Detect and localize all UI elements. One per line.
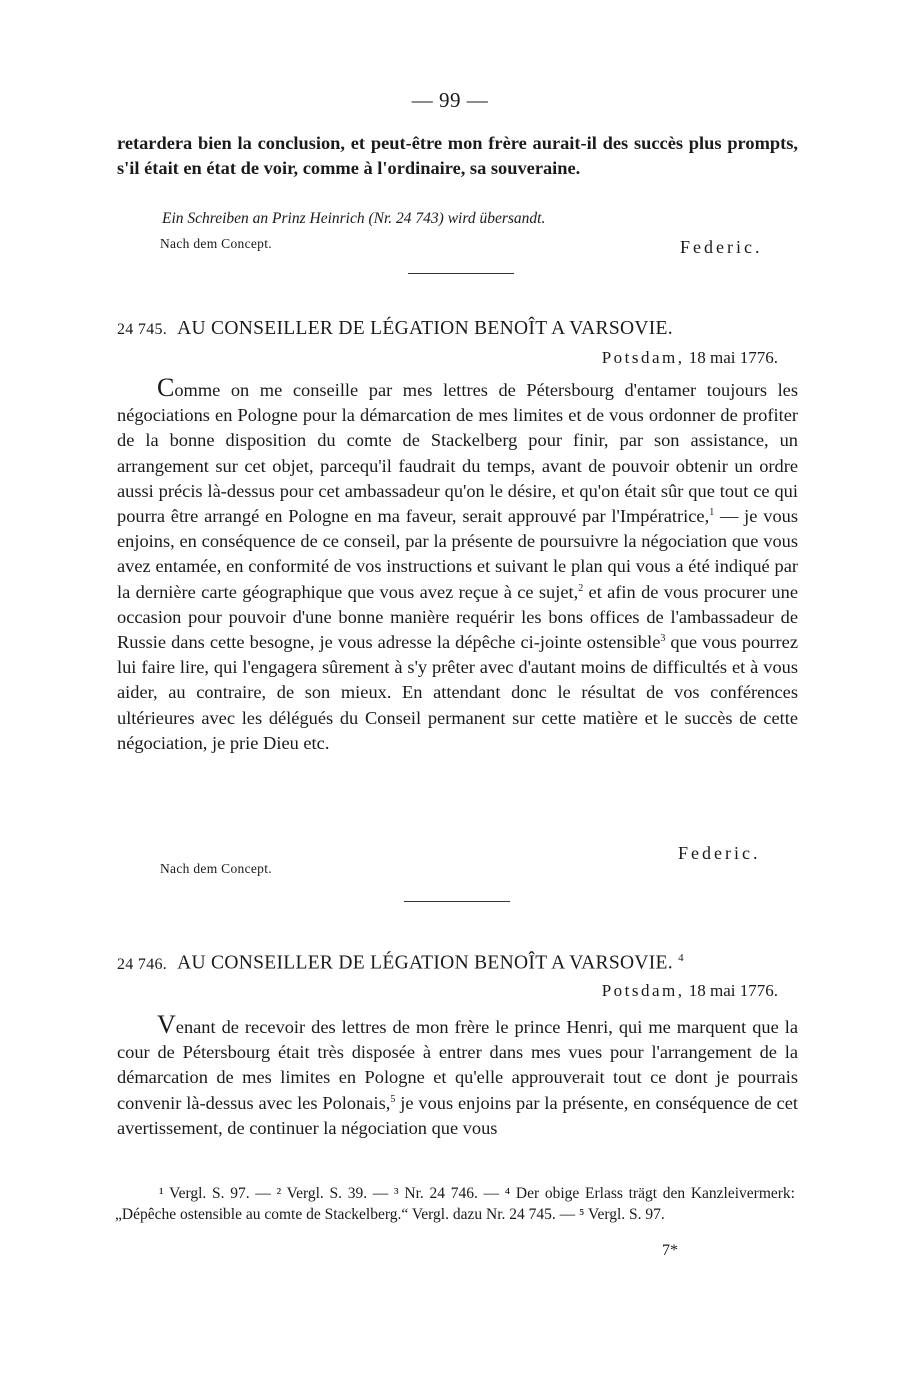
footnote-ref: 1 — [709, 506, 715, 518]
date: 18 mai 1776. — [688, 981, 778, 1000]
editorial-note: Ein Schreiben an Prinz Heinrich (Nr. 24 743) wird übersandt. — [162, 210, 546, 227]
source-note: Nach dem Concept. — [160, 861, 272, 876]
footnotes — [115, 1183, 795, 1225]
footnote-text: ¹ Vergl. S. 97. — ² Vergl. S. 39. — ³ Nr. 24 746. — ⁴ Der obige Erlass trägt den Kanzleivermerk: „Dépêche ostensible au comte de Stackelberg.“ Vergl. dazu Nr. 24 745. — ⁵ Vergl. S. 97. — [115, 1185, 795, 1223]
continuation-paragraph: retardera bien la conclusion, et peut-être mon frère aurait-il des succès plus prompts, s'il était en état de voir, comme à l'ordinaire, sa souveraine. — [117, 133, 798, 178]
letter-body: Venant de recevoir des lettres de mon frère le prince Henri, qui me marquent que la cour de Pétersbourg était très disposée à entrer dans mes vues pour l'arrangement de la démarcation de mes limites en Pologne et qu'elle approuverait tout ce dont je pourrais convenir là-dessus avec les Polonais,$^5$ je vous enjoins par la présente, en conséquence de cet avertissement, de continuer la négociation que vous — [117, 1010, 798, 1138]
place: Potsdam, — [601, 348, 685, 367]
place-date — [602, 981, 778, 1001]
page-number: — 99 — — [411, 88, 489, 112]
signature-mark: 7* — [662, 1242, 678, 1259]
drop-initial: C — [157, 373, 175, 402]
signature: Federic. — [680, 237, 763, 257]
footnote-ref: 3 — [660, 632, 666, 644]
section-divider — [408, 273, 514, 274]
letter-body: Comme on me conseille par mes lettres de Pétersbourg d'entamer toujours les négociations en Pologne pour la démarcation de mes limites et de vous ordonner de profiter de la bonne disposition du comte de Stackelberg pour finir, par son assistance, un arrangement sur cet objet, parcequ'il faudrait du temps, avant de pouvoir obtenir un ordre aussi précis là-dessus pour cet ambassadeur qu'on le désire, et qu'on était sûr que tout ce qui pourra être arrangé en Pologne en ma faveur, serait approuvé par l'Impératrice,$^1$ — je vous enjoins, en conséquence de ce conseil, par la présente de poursuivre la négociation que vous avez entamée, en conformité de vos instructions et suivant le plan qui vous a été indiqué par la dernière carte géographique que vous avez reçue à ce sujet,$^2$ et afin de vous procurer une occasion pour pouvoir d'une bonne manière requérir les bons offices de l'ambassadeur de Russie dans cette besogne, je vous adresse la dépêche ci-jointe ostensible$^3$ que vous pourrez lui faire lire, qui l'engagera sûrement à s'y prêter avec d'autant moins de difficultés et à vous aider, au contraire, de son mieux. En attendant donc le résultat de vos conférences ultérieures avec les délégués du Conseil permanent sur cette matière et le succès de cette négociation, je prie Dieu etc. — [117, 373, 798, 753]
letter-title: AU CONSEILLER DE LÉGATION BENOÎT A VARSOVIE. — [177, 318, 673, 339]
letter-number: 24 746. — [117, 955, 168, 973]
letter-heading — [117, 952, 807, 975]
place: Potsdam, — [601, 981, 685, 1000]
letter-number: 24 745. — [117, 321, 168, 338]
date: 18 mai 1776. — [688, 348, 778, 367]
footnote-ref: 5 — [390, 1093, 396, 1105]
signature: Federic. — [678, 843, 761, 863]
letter-title: AU CONSEILLER DE LÉGATION BENOÎT A VARSOVIE. — [177, 952, 673, 974]
section-divider — [404, 901, 510, 902]
source-note: Nach dem Concept. — [160, 236, 272, 251]
footnote-ref: 2 — [578, 582, 584, 594]
footnote-ref: 4 — [678, 952, 684, 964]
place-date — [602, 348, 778, 368]
letter-heading — [117, 318, 807, 340]
drop-initial: V — [157, 1010, 176, 1039]
